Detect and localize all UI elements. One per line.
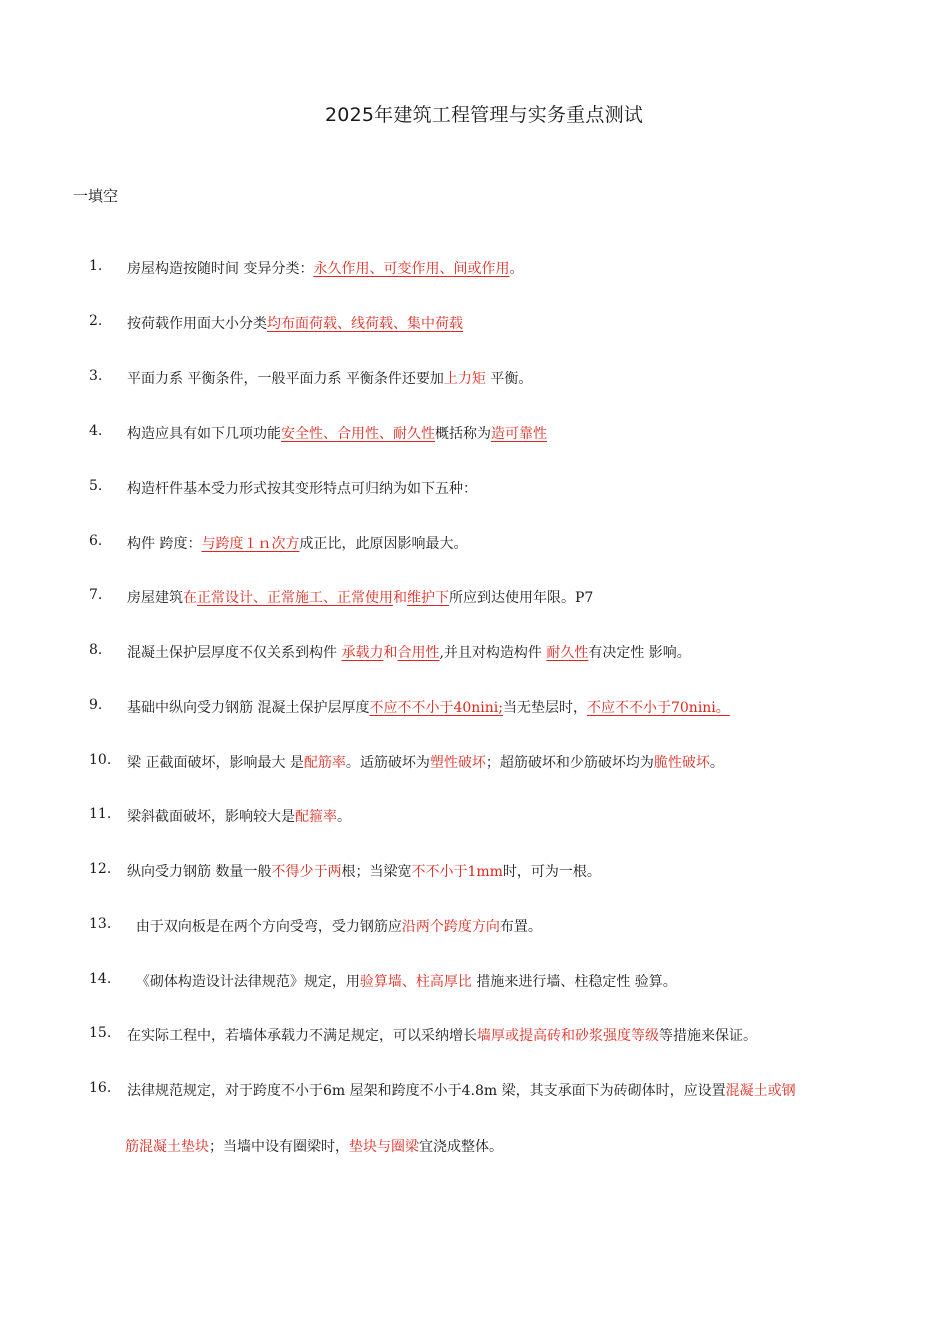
item-text [127,861,601,881]
question-text: 等措施来保证。 [659,1028,757,1044]
item-number: 2. [89,313,103,329]
item-number: 4. [89,423,103,439]
item-number: 7. [89,587,103,603]
item-text [127,478,477,498]
item-text [127,587,593,607]
answer-text: 不应不不小于70nini。 [586,700,730,716]
answer-text: 上力矩 [443,371,486,387]
item-number: 15. [89,1025,112,1041]
question-text: 纵向受力钢筋 数量一般 [127,864,272,880]
answer-text: 正常设计、正常施工、正常使用 [197,590,393,606]
answer-text: 耐久性 [546,645,589,661]
question-text: 措施来进行墙、柱稳定性 验算。 [471,974,677,990]
item-text [127,368,532,388]
item-text [127,313,463,333]
answer-text: 不应不不小于40nini; [369,700,503,716]
question-text: 构造应具有如下几项功能 [127,426,281,442]
question-text: 《砌体构造设计法律规范》规定，用 [127,974,360,990]
item-number: 1. [89,258,103,274]
question-text: 法律规范规定，对于跨度不小于6m 屋架和跨度不小于4.8m 梁，其支承面下为砖砌体时，应设置 [127,1083,726,1099]
item-text [127,971,677,991]
item-number: 11. [89,806,112,822]
item-number: 12. [89,861,112,877]
answer-text: 均布面荷载、线荷载、集中荷载 [267,316,463,332]
question-text: ；超筋破坏和少筋破坏均为 [485,755,654,771]
answer-text: 造可靠性 [491,426,547,442]
question-text: 由于双向板是在两个方向受弯，受力钢筋应 [127,919,402,935]
question-text: 构件 跨度： [127,536,202,552]
question-text: 成正比，此原因影响最大。 [299,536,468,552]
item-text [127,533,467,553]
question-text: 宜浇成整体。 [419,1139,503,1155]
question-text: 梁斜截面破坏，影响较大是 [127,809,295,825]
question-text: 时，可为一根。 [502,864,601,880]
answer-text: 合用性 [397,645,440,661]
answer-text: 不不小于1mm [411,864,503,880]
answer-text: 混凝土或钢 [725,1083,796,1099]
document-title: 2025年建筑工程管理与实务重点测试 [325,104,643,126]
question-text: 构造杆件基本受力形式按其变形特点可归纳为如下五种： [127,481,477,497]
item-text [127,752,724,772]
item-text [127,642,691,662]
question-text: ,并且对构造构件 [439,645,547,661]
answer-text: 。 [509,261,524,277]
answer-text: 墙厚或提高砖和砂浆强度等级 [477,1028,659,1044]
answer-text: 和 [383,645,398,661]
item-number: 6. [89,533,103,549]
section-heading: 一填空 [73,187,119,205]
answer-text: 验算墙、柱高厚比 [359,974,472,990]
question-text: 当无垫层时， [502,700,587,716]
answer-text: 筋混凝土垫块 [125,1139,209,1155]
answer-text: 不得少于两 [271,864,342,880]
question-text: 。 [337,809,351,825]
answer-text: 承载力 [341,645,384,661]
question-text: 概括称为 [435,426,491,442]
answer-text: 和 [393,590,407,606]
question-text: 根；当梁宽 [341,864,412,880]
item-text [127,423,547,443]
question-text: 。适筋破坏为 [345,755,430,771]
item-number: 9. [89,697,103,713]
question-text: 房屋构造按随时间 变异分类： [127,261,314,277]
question-text: 平面力系 平衡条件，一般平面力系 平衡条件还要加 [127,371,444,387]
answer-text: 脆性破坏 [653,755,710,771]
question-text: 布置。 [499,919,542,935]
answer-text: 与跨度１ｎ次方 [201,536,300,552]
item-number: 14. [89,971,112,987]
answer-text: 沿两个跨度方向 [401,919,500,935]
item-number: 5. [89,478,103,494]
item-text [127,1080,796,1100]
item-text [127,1025,757,1045]
item-number: 3. [89,368,103,384]
question-text: 。 [709,755,724,771]
item-text [127,916,542,936]
item-text [127,697,730,717]
item-text [127,258,523,278]
answer-text: 塑性破坏 [429,755,486,771]
question-text: ；当墙中设有圈梁时， [209,1139,349,1155]
item-number: 16. [89,1080,112,1096]
answer-text: 安全性、合用性、耐久性 [281,426,435,442]
answer-text: 在 [183,590,197,606]
question-text: 混凝土保护层厚度不仅关系到构件 [127,645,342,661]
question-text: 基础中纵向受力钢筋 混凝土保护层厚度 [127,700,370,716]
item-text [127,806,351,826]
question-text: 平衡。 [485,371,533,387]
question-text: 有决定性 影响。 [588,645,691,661]
item-number: 10. [89,752,112,768]
question-text: 所应到达使用年限。P7 [449,590,594,606]
question-text: 在实际工程中，若墙体承载力不满足规定，可以采纳增长 [127,1028,477,1044]
answer-text: 配箍率 [295,809,337,825]
question-text: 房屋建筑 [127,590,183,606]
question-text: 梁 正截面破坏，影响最大 是 [127,755,304,771]
item-text [125,1136,503,1156]
answer-text: 垫块与圈梁 [349,1139,419,1155]
answer-text: 永久作用、可变作用、间或作用 [313,261,510,277]
item-number: 13. [89,916,112,932]
answer-text: 配筋率 [303,755,346,771]
item-number: 8. [89,642,103,658]
answer-text: 维护下 [407,590,449,606]
question-text: 按荷载作用面大小分类 [127,316,267,332]
